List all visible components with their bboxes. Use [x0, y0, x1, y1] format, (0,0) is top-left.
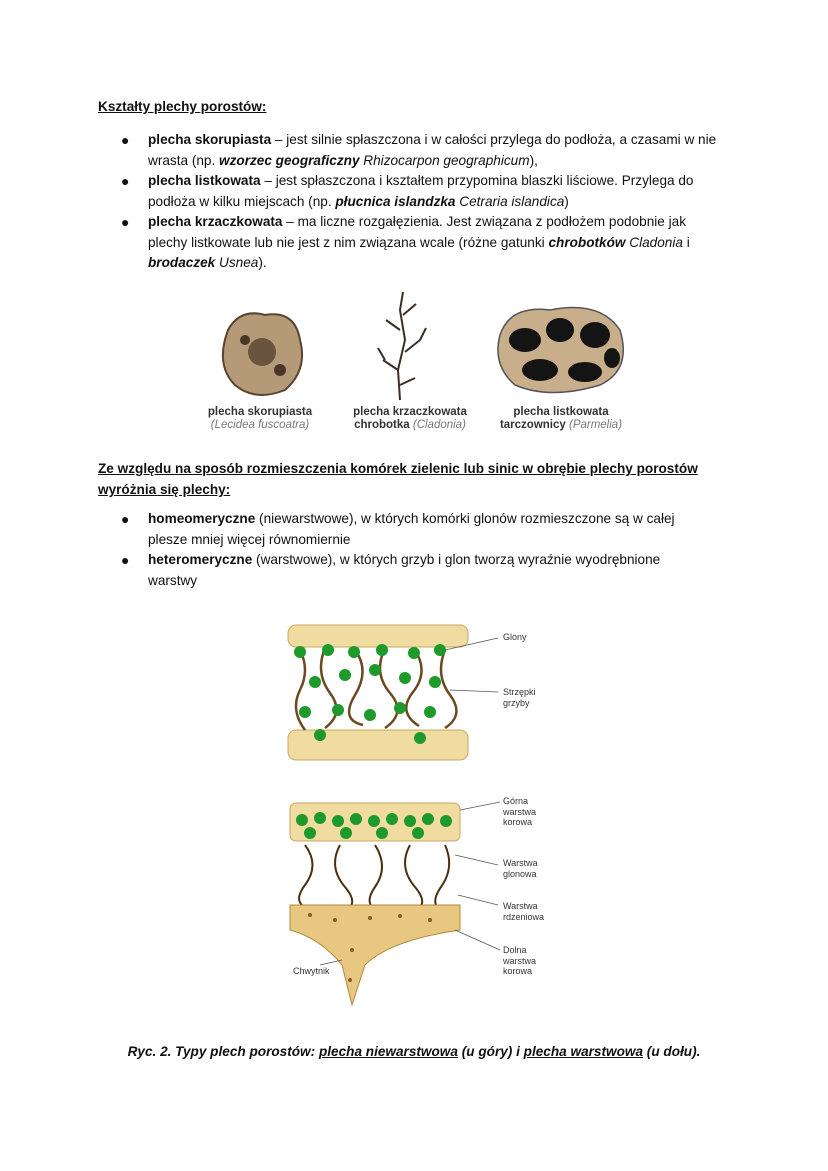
term: heteromeryczne	[148, 552, 253, 567]
text: plechy listkowate lub nie jest z nim związana wcale (różne gatunki	[148, 234, 549, 250]
bullet-icon: ●	[121, 173, 130, 189]
bullet-icon: ●	[121, 511, 130, 527]
text: (warstwowe), w których grzyb i glon tworzą wyraźnie wyodrębnione	[252, 552, 661, 567]
term: płucnica islandzka	[335, 193, 456, 209]
text: warstwy	[148, 572, 198, 588]
thallus-structure-diagram	[280, 620, 510, 1015]
diagram-label: Dolna warstwa korowa	[503, 945, 537, 976]
foliose-lichen-image	[498, 308, 623, 393]
figure-caption: plecha krzaczkowata chrobotka (Cladonia)	[353, 406, 467, 431]
diagram-label: Warstwa rdzeniowa	[503, 901, 545, 922]
figure-caption: plecha skorupiasta (Lecidea fuscoatra)	[207, 406, 313, 431]
text: ),	[529, 152, 538, 168]
text: – jest spłaszczona i kształtem przypomina blaszki liściowe. Przylega do	[260, 173, 694, 188]
text: wrasta (np.	[148, 152, 220, 168]
term: plecha listkowata	[148, 173, 261, 188]
text: i	[682, 234, 690, 250]
figure-caption: plecha listkowata tarczownicy (Parmelia)	[499, 406, 623, 431]
text: – jest silnie spłaszczona i w całości przylega do podłoża, a czasami w nie	[271, 132, 717, 147]
crustose-lichen-image	[223, 313, 302, 395]
diagram-label: Strzępki grzyby	[503, 687, 536, 708]
term: wzorzec geograficzny	[219, 152, 360, 168]
text: )	[564, 193, 569, 209]
term: plecha skorupiasta	[148, 132, 272, 147]
text: (niewarstwowe), w których komórki glonów rozmieszczone są w całej	[255, 511, 675, 526]
latin-name: Usnea	[215, 255, 259, 271]
text: podłoża w kilku miejscach (np.	[148, 193, 336, 209]
lichen-shapes-illustration	[200, 290, 640, 402]
diagram-label: Chwytnik	[293, 966, 330, 976]
section-heading: Kształty plechy porostów:	[98, 99, 267, 114]
latin-name: Cetraria islandica	[455, 193, 565, 209]
diagram-label: Glony	[503, 632, 527, 642]
text: ).	[258, 255, 267, 271]
text: plesze mniej więcej równomiernie	[148, 531, 351, 547]
term: plecha krzaczkowata	[148, 214, 283, 229]
term: brodaczek	[148, 255, 216, 271]
latin-name: Cladonia	[625, 234, 683, 250]
diagram-label: Warstwa glonowa	[503, 858, 538, 879]
latin-name: Rhizocarpon geographicum	[359, 152, 530, 168]
fruticose-lichen-image	[378, 292, 426, 400]
text: – ma liczne rozgałęzienia. Jest związana z podłożem podobnie jak	[282, 214, 687, 229]
figure-caption: Ryc. 2. Typy plech porostów: plecha niewarstwowa (u góry) i plecha warstwowa (u dołu).	[127, 1044, 701, 1059]
bullet-icon: ●	[121, 214, 130, 230]
section-heading: Ze względu na sposób rozmieszczenia komórek zielenic lub sinic w obrębie plechy porostów wyróżnia się plechy:	[98, 461, 698, 497]
homeomerous-thallus	[288, 625, 498, 760]
bullet-icon: ●	[121, 132, 130, 148]
diagram-label: Górna warstwa korowa	[503, 796, 537, 827]
bullet-icon: ●	[121, 552, 130, 568]
term: homeomeryczne	[148, 511, 256, 526]
term: chrobotków	[548, 234, 626, 250]
